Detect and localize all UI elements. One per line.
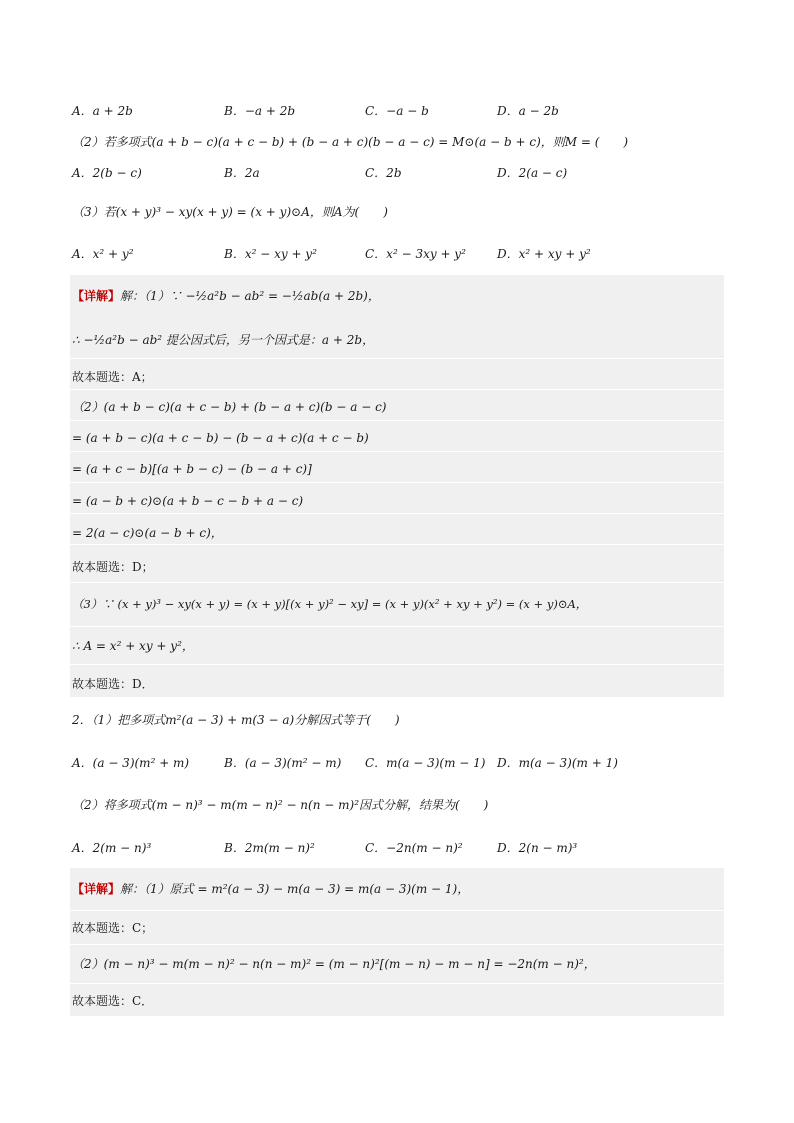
divider bbox=[70, 420, 724, 421]
solution-2-line-3: （2）(m − n)³ − m(m − n)² − n(n − m)² = (m − n)²[(m − n) − m − n] = −2n(m − n)²， bbox=[72, 957, 596, 971]
solution-1-line-9: 故本题选：D； bbox=[72, 560, 154, 574]
option-d: D．x² + xy + y² bbox=[497, 247, 591, 261]
option-b: B．(a − 3)(m² − m) bbox=[224, 756, 342, 770]
divider bbox=[70, 626, 724, 627]
option-b: B．2m(m − n)² bbox=[224, 841, 315, 855]
solution-text: 解：（1）∵ −½a²b − ab² = −½ab(a + 2b)， bbox=[120, 289, 380, 303]
divider bbox=[70, 513, 724, 514]
solution-2-line-1 bbox=[72, 881, 724, 897]
divider bbox=[70, 451, 724, 452]
solution-1-line-2: ∴ −½a²b − ab² 提公因式后，另一个因式是：a + 2b， bbox=[72, 333, 375, 347]
option-d: D．2(n − m)³ bbox=[497, 841, 578, 855]
solution-text: 解：（1）原式 = m²(a − 3) − m(a − 3) = m(a − 3)(m − 1)， bbox=[120, 882, 470, 896]
solution-1-line-3: 故本题选：A； bbox=[72, 370, 153, 384]
option-a: A．(a − 3)(m² + m) bbox=[72, 756, 190, 770]
option-a: A．x² + y² bbox=[72, 247, 134, 261]
divider bbox=[70, 544, 724, 545]
divider bbox=[70, 664, 724, 665]
solution-1-line-1 bbox=[72, 288, 724, 304]
option-c: C．2b bbox=[365, 166, 402, 180]
solution-1-line-6: = (a + c − b)[(a + b − c) − (b − a + c)] bbox=[72, 462, 312, 476]
detail-tag: 【详解】 bbox=[72, 882, 121, 896]
divider bbox=[70, 910, 724, 911]
option-c: C．−a − b bbox=[365, 104, 429, 118]
option-c: C．m(a − 3)(m − 1) bbox=[365, 756, 486, 770]
option-b: B．2a bbox=[224, 166, 260, 180]
solution-1-line-8: = 2(a − c)⊙(a − b + c)， bbox=[72, 526, 223, 540]
solution-2-line-2: 故本题选：C； bbox=[72, 921, 154, 935]
divider bbox=[70, 389, 724, 390]
option-a: A．a + 2b bbox=[72, 104, 133, 118]
solution-1-line-10: （3）∵ (x + y)³ − xy(x + y) = (x + y)[(x + y)² − xy] = (x + y)(x² + xy + y²) = (x + y)⊙A， bbox=[72, 597, 588, 611]
solution-1-line-5: = (a + b − c)(a + c − b) − (b − a + c)(a + c − b) bbox=[72, 431, 369, 445]
option-a: A．2(b − c) bbox=[72, 166, 142, 180]
q2-part1-stem: 2．（1）把多项式m²(a − 3) + m(3 − a)分解因式等于( ) bbox=[72, 713, 400, 727]
option-d: D．m(a − 3)(m + 1) bbox=[497, 756, 618, 770]
divider bbox=[70, 358, 724, 359]
solution-1-line-11: ∴ A = x² + xy + y²， bbox=[72, 639, 194, 653]
q2-part2-stem: （2）将多项式(m − n)³ − m(m − n)² − n(n − m)²因式分解，结果为( ) bbox=[72, 798, 489, 812]
solution-1-line-12: 故本题选：D． bbox=[72, 677, 154, 691]
option-a: A．2(m − n)³ bbox=[72, 841, 152, 855]
q1-part3-stem: （3）若(x + y)³ − xy(x + y) = (x + y)⊙A，则A为( ) bbox=[72, 205, 388, 219]
option-c: C．x² − 3xy + y² bbox=[365, 247, 466, 261]
divider bbox=[70, 983, 724, 984]
option-b: B．−a + 2b bbox=[224, 104, 296, 118]
option-b: B．x² − xy + y² bbox=[224, 247, 317, 261]
divider bbox=[70, 482, 724, 483]
divider bbox=[70, 582, 724, 583]
detail-tag: 【详解】 bbox=[72, 289, 121, 303]
option-d: D．2(a − c) bbox=[497, 166, 568, 180]
solution-1-line-4: （2）(a + b − c)(a + c − b) + (b − a + c)(b − a − c) bbox=[72, 400, 387, 414]
solution-2-line-4: 故本题选：C． bbox=[72, 994, 154, 1008]
q1-part2-stem: （2）若多项式(a + b − c)(a + c − b) + (b − a + c)(b − a − c) = M⊙(a − b + c)，则M = ( ) bbox=[72, 135, 629, 149]
divider bbox=[70, 944, 724, 945]
option-c: C．−2n(m − n)² bbox=[365, 841, 463, 855]
option-d: D．a − 2b bbox=[497, 104, 559, 118]
solution-1-line-7: = (a − b + c)⊙(a + b − c − b + a − c) bbox=[72, 494, 304, 508]
